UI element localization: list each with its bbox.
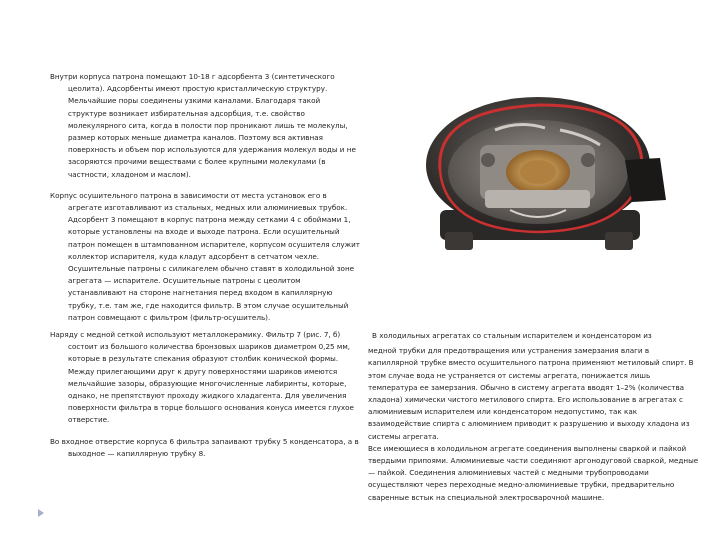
paragraph-metal-ceramic-filter: Наряду с медной сеткой используют металлокерамику. Фильтр 7 (рис. 7, б) состоит из большого количества бронзовых шариков диаметром 0,25 мм, которые в результате спекания образуют столбик конической формы. Между прилегающими друг к другу поверхностями шариков имеются мельчайшие зазоры, образующие многочисленные лабиринты, которые, однако, не препятствуют проходу жидкого хладагента. Для увеличения поверхности фильтра в торце большого основания конуса имеется глухое отверстие. bbox=[50, 330, 354, 425]
paragraph-cartridge-body: Корпус осушительного патрона в зависимости от места установок его в агрегате изготавливают из стальных, медных или алюминиевых трубок. Адсорбент 3 помещают в корпус патрона между сетками 4 с обоймами 1, которые установлены на входе и выходе патрона. Если осушительный патрон помещен в штампованном испарителе, корпусом осушителя служит коллектор испарителя, куда кладут адсорбент в сетчатом чехле. Осушительные патроны с силикагелем обычно ставят в холодильной зоне агрегата — испарителе. Осушительные патроны с цеолитом устанавливают на стороне нагнетания перед входом в капиллярную трубку, т.е. там же, где находится фильтр. В этом случае осушительный патрон совмещают с фильтром (фильтр-осушитель). bbox=[50, 190, 360, 322]
left-text-column bbox=[50, 71, 360, 469]
paragraph-filter-tubes: Во входное отверстие корпуса 6 фильтра запаивают трубку 5 конденсатора, а в выходное — капиллярную трубку 8. bbox=[50, 436, 359, 458]
compressor-photo bbox=[410, 90, 685, 265]
right-first-line: В холодильных агрегатах со стальным испарителем и конденсатором из bbox=[372, 331, 652, 340]
bullet-arrow-icon bbox=[36, 508, 46, 518]
right-text-column bbox=[368, 330, 700, 504]
right-body-text: медной трубки для предотвращения или устранения замерзания влаги в капиллярной трубке вместо осушительного патрона применяют метиловый спирт. В этом случае вода не устраняется от системы агрегата, понижается лишь температура ее замерзания. Обычно в систему агрегата вводят 1–2% (количества хладона) химически чистого метилового спирта. Его использование в агрегатах с алюминиевым испарителем или конденсатором недопустимо, так как взаимодействие спирта с алюминием приводит к разрушению и выходу хладона из системы агрегата. Все имеющиеся в холодильном агрегате соединения выполнены сваркой и пайкой твердыми припоями. Алюминиевые части соединяют аргонодуговой сваркой, медные — пайкой. Соединения алюминиевых частей с медными трубопроводами осуществляют через переходные медно-алюминиевые трубки, предварительно сваренные встык на специальной электросварочной машине. bbox=[368, 346, 699, 502]
paragraph-adsorbent: Внутри корпуса патрона помещают 10-18 г адсорбента 3 (синтетического цеолита). Адсорбенты имеют простую кристаллическую структуру. Мельчайшие поры соединены узкими каналами. Благодаря такой структуре возникает избирательная адсорбция, т.е. свойство молекулярного сита, когда в полости пор проникают лишь те молекулы, размер которых меньше диаметра каналов. Поэтому вся активная поверхность и объем пор используются для удержания молекул воды и не засоряются прочими веществами с более крупными молекулами (в частности, хладоном и маслом). bbox=[50, 72, 356, 179]
